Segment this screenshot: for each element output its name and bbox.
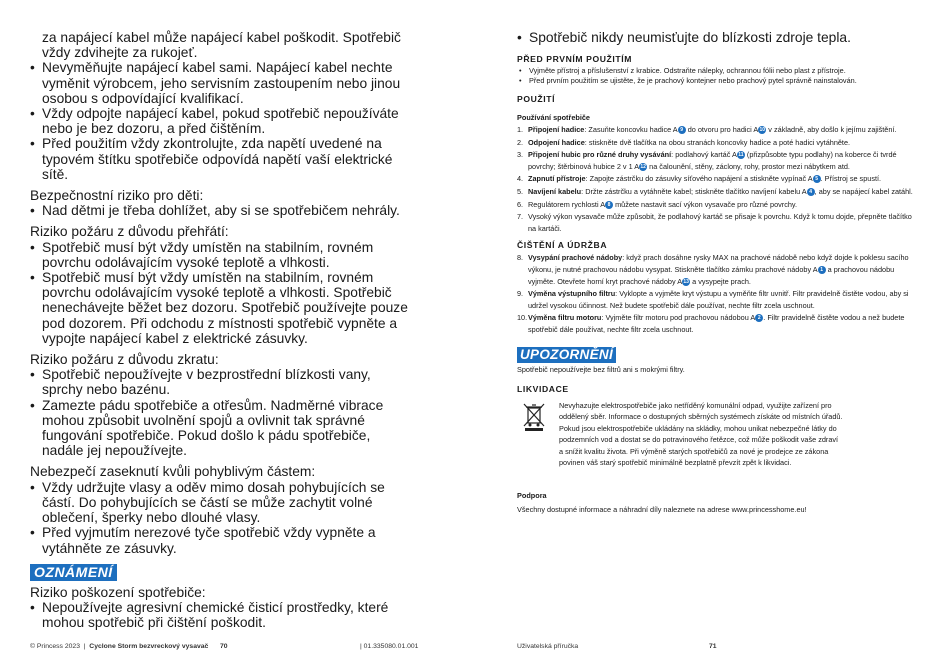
product-code: | 01.335080.01.001 (360, 643, 419, 650)
step-number: 9. (517, 289, 524, 299)
section-damage-risk (30, 585, 415, 631)
disposal-text: Nevyhazujte elektrospotřebiče jako netříděný komunální odpad, využijte zařízení pro oddělený sběr. Informace o dostupných sběrných systémech získáte od místních úřadů. Pokud jsou elektrospotřebiče ukládány na skládky, mohou unikat nebezpečné látky do podzemních vod a dostat se do potravinového řetězce, což může poškodit vaše zdraví a snížit kvalitu života. Při výměně starých spotřebičů za nové je prodejce ze zákona povinen váš starý spotřebič minimálně bezplatně převzít zpět k likvidaci. (559, 400, 843, 468)
list-item: • Spotřebič nepoužívejte v bezprostřední blízkosti vany, sprchy nebo bazénu. (30, 367, 415, 397)
step-number: 5. (517, 186, 524, 196)
before-first-use-heading: PŘED PRVNÍM POUŽITÍM (517, 54, 632, 64)
step-title: Vysypání prachové nádoby (528, 253, 623, 263)
manual-label: Uživatelská příručka (517, 643, 579, 650)
step-item (517, 173, 917, 185)
section-short-circuit (30, 352, 415, 458)
section-overheating (30, 224, 415, 346)
list-item: • Vyjměte přístroj a příslušenství z krabice. Odstraňte nálepky, ochrannou fólii nebo plast z přístroje. (517, 66, 917, 76)
left-page (30, 30, 415, 630)
footer-separator: | (83, 643, 86, 650)
step-text: Vysoký výkon vysavače může způsobit, že podlahový kartáč se přisaje k povrchu. Když k tomu dojde, přepněte tlačítko na kartáči. (528, 212, 912, 233)
support-text: Všechny dostupné informace a náhradní díly naleznete na adrese www.princesshome.eu! (517, 505, 807, 515)
use-subheading: Používání spotřebiče (517, 113, 590, 122)
part-ref-badge: 12 (640, 163, 646, 170)
step-text: a prachovou nádobu vyjměte. Otevřete horní kryt prachové nádoby A (528, 264, 895, 286)
step-text: : Držte zástrčku a vytáhněte kabel; stiskněte tlačítko navíjení kabelu A (581, 186, 807, 196)
part-ref-badge: 11 (738, 152, 744, 159)
list-item: • Před prvním použitím se ujistěte, že je prachový kontejner nebo prachový pytel správně nainstalován. (517, 76, 917, 86)
section-moving-parts (30, 464, 415, 555)
list-item: • Spotřebič musí být vždy umístěn na stabilním, rovném povrchu odolávajícím vysoké teplotě a vlhkosti. Spotřebič nenechávejte běžet bez dozoru. Spotřebič používejte pouze pod dozorem. Při odchodu z místnosti spotřebič vypněte a vypojte napájecí kabel z elektrické zásuvky. (30, 270, 415, 346)
intro-list (30, 60, 415, 182)
list-item: • Před vyjmutím nerezové tyče spotřebič vždy vypněte a vytáhněte ze zásuvky. (30, 525, 415, 555)
step-number: 4. (517, 174, 524, 184)
section-child-safety (30, 188, 415, 218)
disposal-block (517, 400, 917, 470)
step-item (517, 288, 917, 311)
page-number-right: 71 (709, 643, 717, 650)
use-heading: POUŽITÍ (517, 94, 556, 104)
heat-source-bullet: • Spotřebič nikdy neumisťujte do blízkosti zdroje tepla. (517, 30, 917, 46)
crossed-out-bin-icon (521, 402, 547, 432)
step-item (517, 124, 917, 136)
step-title: Navíjení kabelu (528, 186, 582, 196)
intro-continuation: za napájecí kabel může napájecí kabel poškodit. Spotřebič vždy zdvihejte za rukojeť. (42, 30, 401, 61)
list-item: • Vždy udržujte vlasy a oděv mimo dosah pohybujících se částí. Do pohybujících se částí se může zachytit volné oblečení, šperky nebo dlouhé vlasy. (30, 480, 415, 526)
step-text: : Vyjměte filtr motoru pod prachovou nádobou A (601, 313, 756, 323)
part-ref-badge: 1 (818, 266, 826, 274)
step-number: 7. (517, 212, 524, 222)
part-ref-badge: 2 (755, 314, 763, 322)
step-text: : Vyklopte a vyjměte kryt výstupu a vyměňte filtr uvnitř. Filtr pravidelně čistěte vodou, aby si udržel vysokou účinnost. Než budete spotřebič dále používat, nechte filtr zcela uschnout. (528, 289, 909, 310)
step-text: . Přístroj se spustí. (820, 174, 882, 184)
step-text: : když prach dosáhne rysky MAX na prachové nádobě nebo když dojde k poklesu sacího výkonu, je nutné prachovou nádobu vysypat. Stiskněte tlačítko zámku prachové nádoby A (528, 253, 909, 274)
cleaning-steps-list (517, 252, 917, 335)
list-item: • Spotřebič musí být vždy umístěn na stabilním, rovném povrchu odolávajícím vysoké teplotě a vlhkosti. (30, 240, 415, 270)
product-name: Cyclone Storm bezvreckový vysavač (89, 643, 209, 650)
step-text: , aby se napájecí kabel zatáhl. (814, 186, 913, 196)
list-item: • Nad dětmi je třeba dohlížet, aby si se spotřebičem nehrály. (30, 203, 415, 218)
step-number: 3. (517, 150, 524, 160)
step-title: Výměna filtru motoru (528, 313, 602, 323)
disposal-heading: LIKVIDACE (517, 383, 569, 394)
use-steps-list (517, 124, 917, 234)
step-text: v základně, aby došlo k jejímu zajištění. (766, 125, 897, 134)
step-item (517, 149, 917, 172)
support-heading: Podpora (517, 491, 547, 501)
list-item: • Nepoužívejte agresivní chemické čisticí prostředky, které mohou spotřebič při čištění poškodit. (30, 600, 415, 630)
step-text: můžete nastavit sací výkon vysavače pro různé povrchy. (613, 199, 798, 209)
step-text: (přizpůsobte typu podlahy) na koberce či tvrdé povrchy; štěrbinová hubice 2 v 1 A (528, 150, 897, 171)
step-item (517, 186, 917, 198)
step-text: : Zapojte zástrčku do zásuvky síťového napájení a stiskněte vypínač A (585, 174, 813, 184)
step-number: 2. (517, 137, 524, 147)
step-title: Zapnutí přístroje (528, 174, 586, 184)
part-ref-badge: 4 (807, 188, 815, 196)
step-title: Připojení hubic pro různé druhy vysávání (528, 150, 672, 160)
step-number: 10. (517, 313, 528, 323)
warning-title: UPOZORNĚNÍ (517, 347, 616, 363)
step-item (517, 137, 917, 149)
cleaning-heading: ČIŠTĚNÍ A ÚDRŽBA (517, 240, 608, 251)
page-number-left: 70 (220, 643, 228, 650)
step-title: Odpojení hadice (528, 137, 585, 147)
section-heading: Bezpečnostní riziko pro děti: (30, 188, 204, 204)
step-text: na čalounění, stěny, záclony, rohy, prostor mezi nábytkem atd. (647, 161, 850, 171)
step-text: : podlahový kartáč A (671, 150, 737, 160)
step-number: 6. (517, 199, 524, 209)
part-ref-badge: 13 (683, 278, 689, 285)
step-number: 8. (517, 253, 524, 263)
list-item: • Zamezte pádu spotřebiče a otřesům. Nadměrné vibrace mohou způsobit uvolnění spojů a ovlivnit tak správné fungování spotřebiče. Pokud došlo k pádu spotřebiče, nadále jej nepoužívejte. (30, 398, 415, 459)
step-title: Připojení hadice (528, 125, 585, 134)
right-page (517, 30, 917, 514)
step-text: do otvoru pro hadici A (685, 125, 759, 134)
before-first-use-list (517, 66, 917, 86)
section-heading: Riziko požáru z důvodu zkratu: (30, 352, 219, 368)
step-text: : stiskněte dvě tlačítka na obou stranách koncovky hadice a poté hadici vytáhněte. (584, 137, 851, 147)
step-item (517, 211, 917, 234)
section-heading: Riziko poškození spotřebiče: (30, 584, 206, 600)
part-ref-badge: 5 (813, 175, 821, 183)
list-item: • Nevyměňujte napájecí kabel sami. Napájecí kabel nechte vyměnit výrobcem, jeho servisním zastoupením nebo jinou osobou s odpovídající kvalifikací. (30, 60, 415, 106)
step-item (517, 312, 917, 335)
step-text: . Filtr pravidelně čistěte vodou a než budete spotřebič dále používat, nechte filtr zcela uschnout. (528, 313, 905, 334)
step-item (517, 199, 917, 211)
part-ref-badge: 9 (678, 126, 686, 134)
notice-title: OZNÁMENÍ (30, 564, 117, 581)
step-text: : Zasuňte koncovku hadice A (584, 125, 678, 134)
step-title: Výměna výstupního filtru (528, 289, 616, 299)
section-heading: Riziko požáru z důvodu přehřátí: (30, 224, 229, 240)
part-ref-badge: 10 (759, 127, 766, 134)
section-heading: Nebezpečí zaseknutí kvůli pohyblivým částem: (30, 464, 316, 480)
step-text: Regulátorem rychlosti A (528, 199, 606, 209)
copyright: © Princess 2023 (30, 643, 80, 650)
step-text: a vysypejte prach. (690, 276, 751, 286)
footer-left (30, 643, 208, 650)
step-item (517, 252, 917, 287)
list-item: • Vždy odpojte napájecí kabel, pokud spotřebič nepoužíváte nebo je bez dozoru, a před čištěním. (30, 106, 415, 136)
part-ref-badge: 8 (605, 201, 613, 209)
list-item: • Před použitím vždy zkontrolujte, zda napětí uvedené na typovém štítku spotřebiče odpovídá napětí vaší elektrické sítě. (30, 136, 415, 182)
step-number: 1. (517, 125, 524, 134)
warning-text: Spotřebič nepoužívejte bez filtrů ani s mokrými filtry. (517, 364, 685, 374)
